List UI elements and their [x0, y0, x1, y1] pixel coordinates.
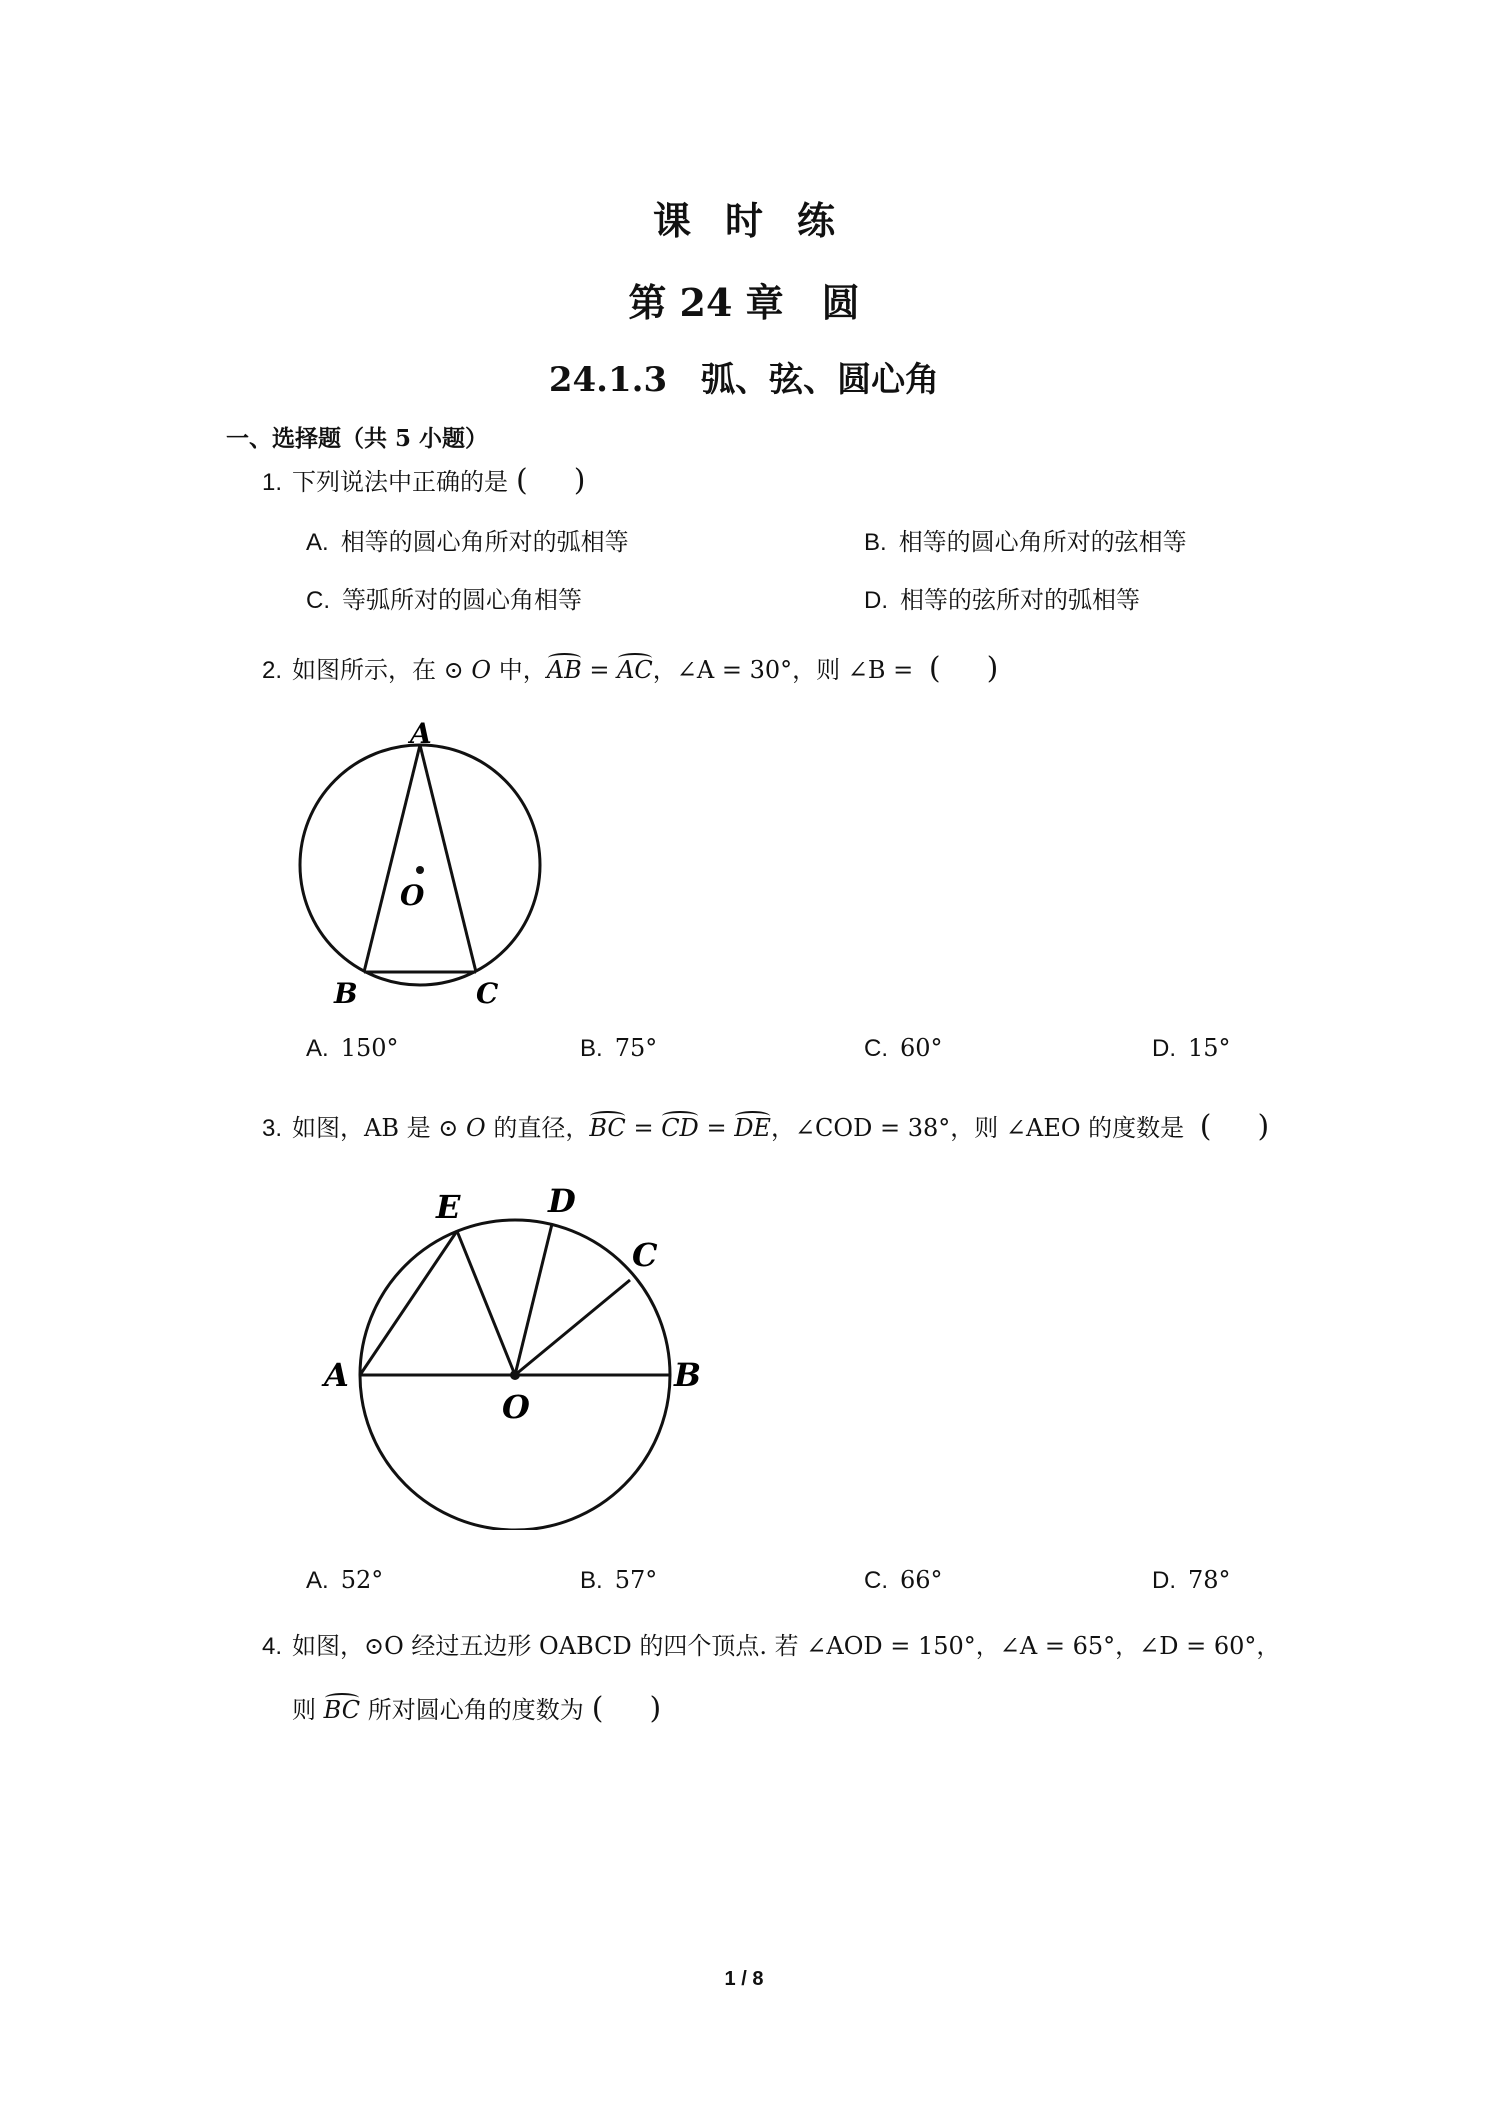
radius-oe [457, 1231, 515, 1375]
circle-symbol: ⊙ [438, 1114, 459, 1142]
question-1 [262, 462, 585, 498]
label-b: B [674, 1356, 702, 1394]
question-4-line2: 则 BC 所对圆心角的度数为 ( ) [292, 1691, 662, 1726]
radius-od [515, 1224, 552, 1375]
chord-ab [364, 745, 420, 972]
option-c[interactable]: C. 60° [864, 1034, 943, 1062]
option-a[interactable]: A. 相等的圆心角所对的弧相等 [306, 528, 629, 556]
option-d[interactable]: D. 78° [1152, 1566, 1231, 1594]
arc-ac: AC [617, 656, 653, 684]
question-number: 1. [262, 469, 283, 496]
question-4 [262, 1626, 1280, 1661]
label-c: C [476, 977, 499, 1010]
label-o: O [502, 1388, 530, 1426]
label-b: B [334, 977, 358, 1010]
section-heading: 一、选择题（共 5 小题） [226, 425, 489, 452]
question-number: 2. [262, 657, 283, 684]
option-d[interactable]: D. 15° [1152, 1034, 1231, 1062]
figure-isosceles-triangle-in-circle [290, 715, 550, 1015]
answer-blank[interactable]: ( ) [516, 463, 586, 498]
circle-symbol: ⊙ [443, 656, 464, 684]
label-o: O [400, 879, 425, 912]
question-stem-line1: 如图，⊙O 经过五边形 OABCD 的四个顶点. 若 ∠AOD = 150°，∠A = 65°，∠D = 60°， [292, 1632, 1281, 1660]
lesson-title: 24.1.3 弧、弦、圆心角 [548, 360, 940, 400]
question-stem: 下列说法中正确的是 [292, 468, 509, 496]
worksheet-title: 课时练 [652, 198, 869, 243]
question-number: 3. [262, 1115, 283, 1142]
question-3: 3. 如图，AB 是 ⊙ O 的直径，BC = CD = DE，∠COD = 38°，则 ∠AEO 的度数是 ( ) [262, 1109, 1270, 1144]
arc-de: DE [734, 1114, 771, 1142]
arc-cd: CD [661, 1114, 699, 1142]
label-a: A [410, 717, 432, 750]
option-a[interactable]: A. 52° [306, 1566, 384, 1594]
chord-ac [420, 745, 476, 972]
circle-outline [300, 745, 540, 985]
center-point [416, 866, 424, 874]
option-d[interactable]: D. 相等的弦所对的弧相等 [864, 586, 1140, 614]
label-c: C [632, 1236, 658, 1274]
center-point [510, 1370, 520, 1380]
question-number: 4. [262, 1633, 283, 1660]
answer-blank[interactable]: ( ) [928, 651, 999, 686]
arc-bc: BC [323, 1696, 361, 1724]
option-c[interactable]: C. 66° [864, 1566, 943, 1594]
chord-ae [360, 1231, 457, 1375]
option-a[interactable]: A. 150° [306, 1034, 399, 1062]
label-d: D [548, 1182, 576, 1220]
label-e: E [436, 1188, 461, 1226]
arc-bc: BC [589, 1114, 626, 1142]
chapter-title: 第 24 章 圆 [628, 280, 860, 325]
page-number: 1 / 8 [724, 1968, 764, 1990]
answer-blank[interactable]: ( ) [591, 1691, 662, 1726]
option-b[interactable]: B. 75° [580, 1034, 658, 1062]
option-b[interactable]: B. 相等的圆心角所对的弦相等 [864, 528, 1187, 556]
answer-blank[interactable]: ( ) [1199, 1109, 1270, 1144]
radius-oc [515, 1280, 630, 1375]
option-c[interactable]: C. 等弧所对的圆心角相等 [306, 586, 582, 614]
arc-ab: AB [546, 656, 582, 684]
label-a: A [324, 1356, 349, 1394]
option-b[interactable]: B. 57° [580, 1566, 658, 1594]
figure-diameter-with-equal-arcs [310, 1180, 730, 1530]
question-2: 2. 如图所示，在 ⊙ O 中，AB = AC，∠A = 30°，则 ∠B = ( ) [262, 651, 999, 686]
